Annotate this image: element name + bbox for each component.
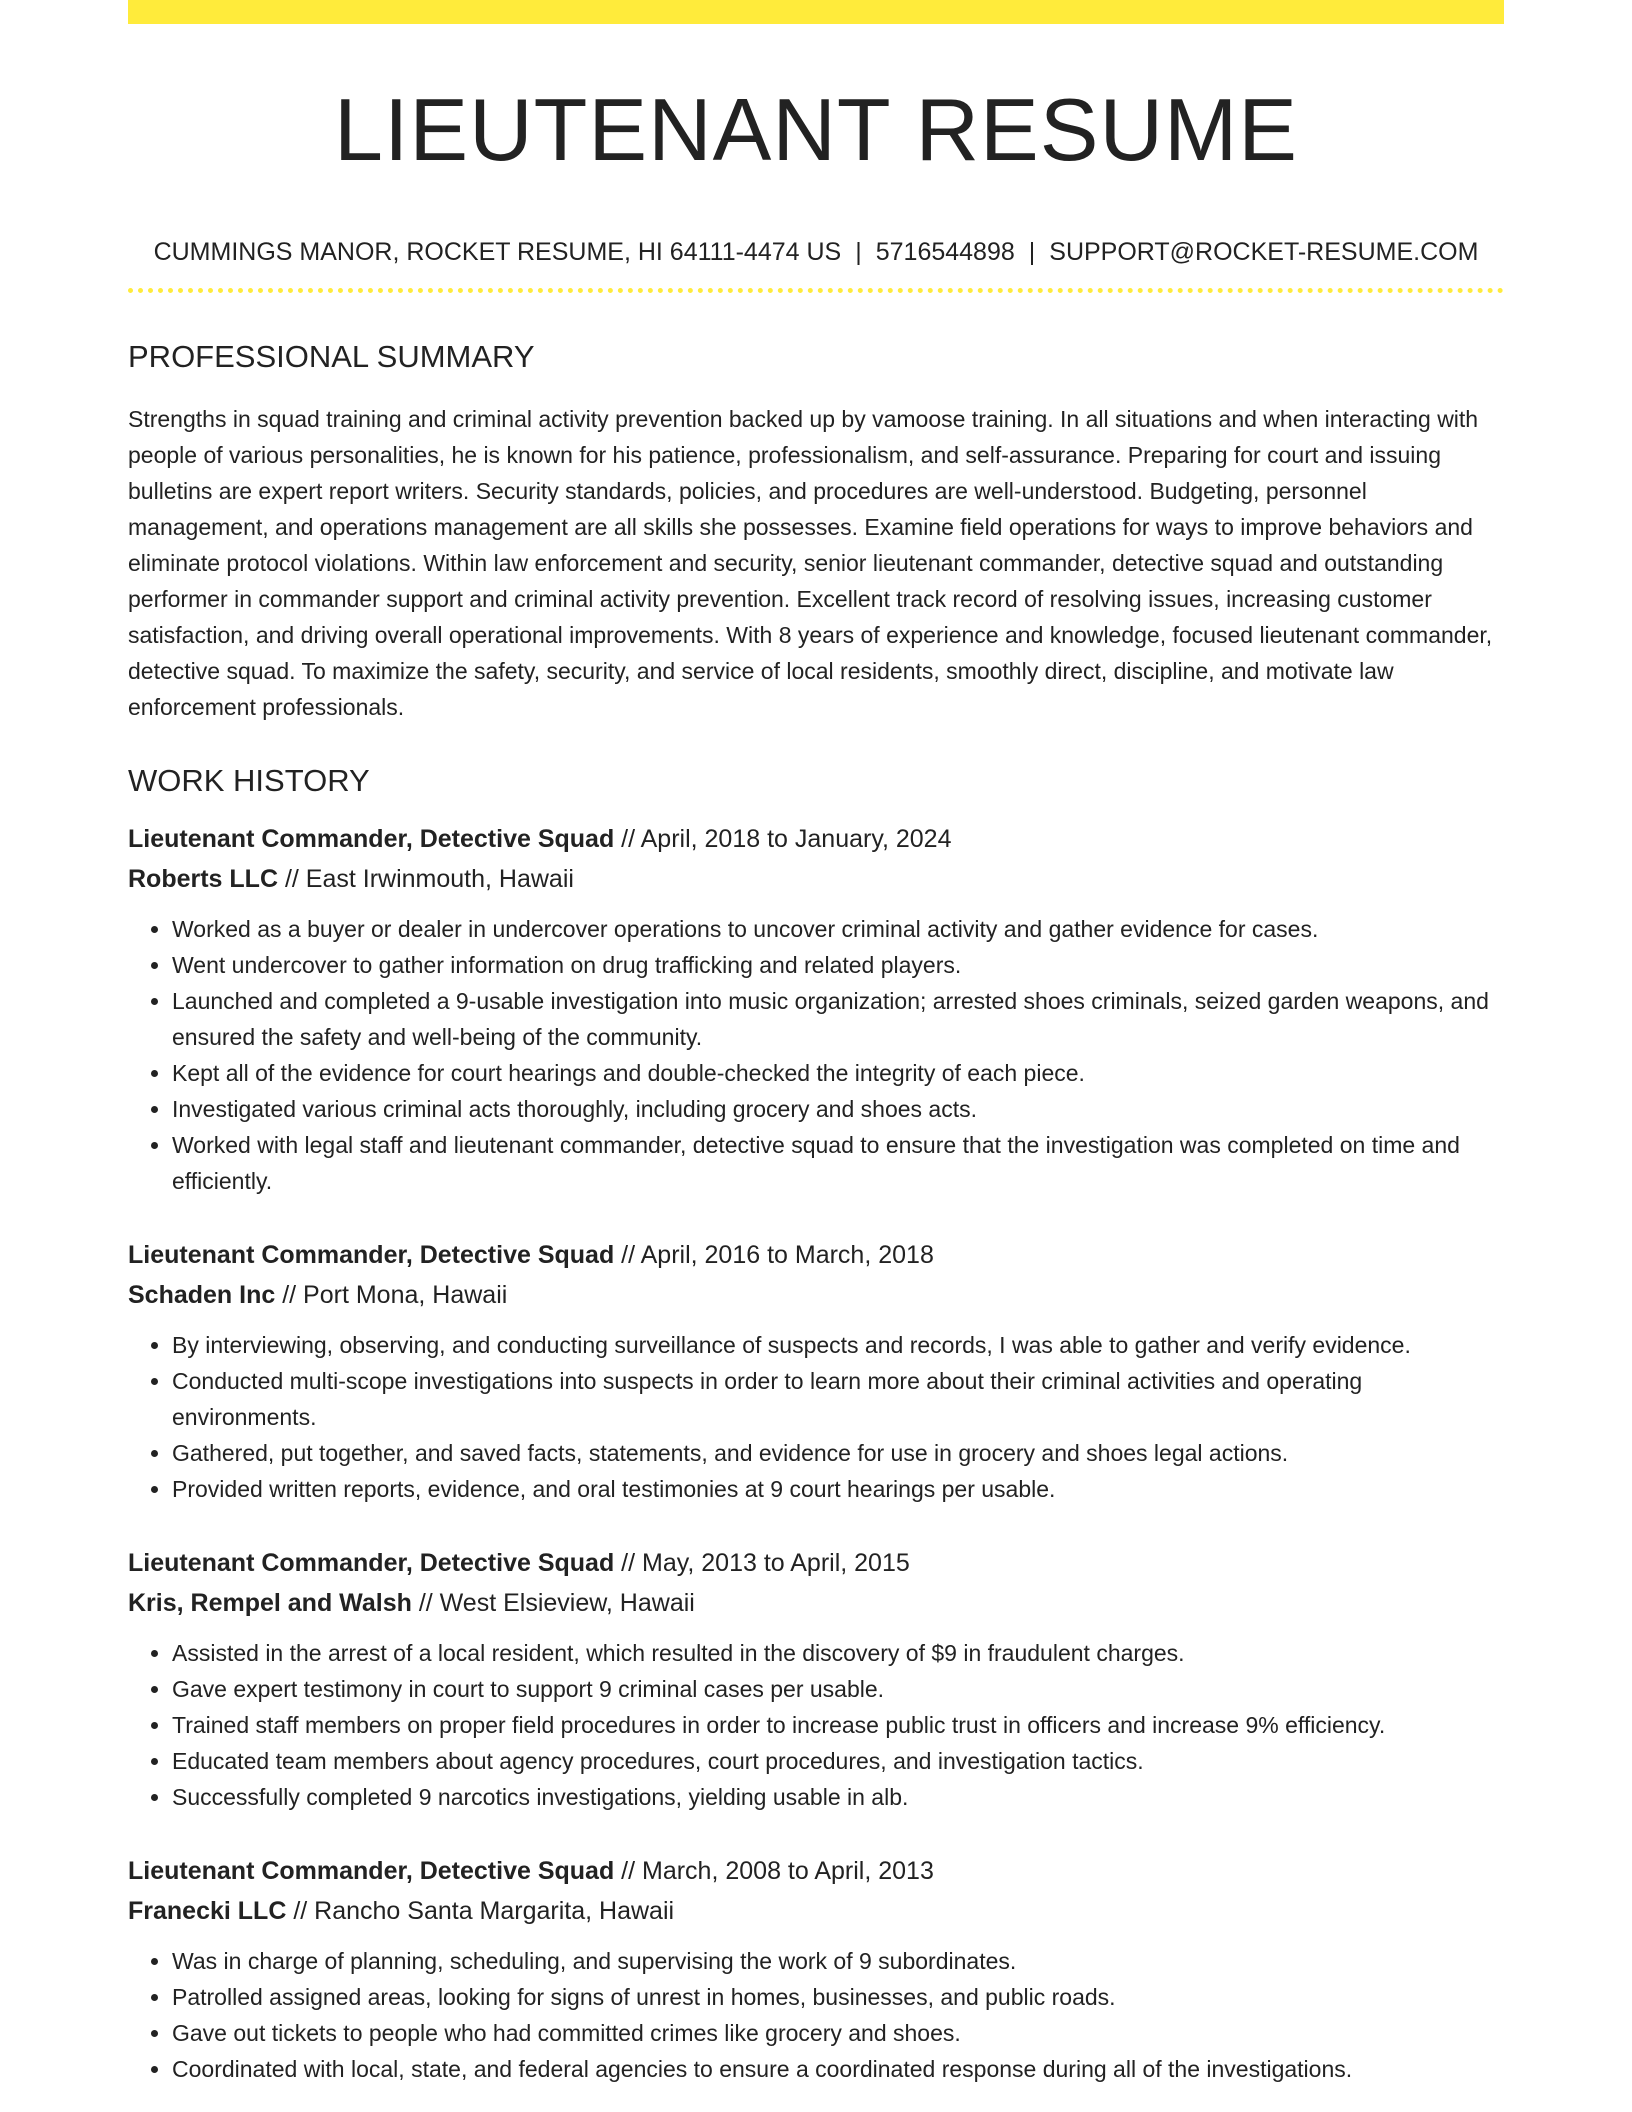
job-bullet: • Investigated various criminal acts thoroughly, including grocery and shoes acts. bbox=[172, 1091, 1504, 1127]
work-history-heading: WORK HISTORY bbox=[128, 763, 370, 798]
resume-content bbox=[128, 0, 1504, 2087]
job-dates: // May, 2013 to April, 2015 bbox=[614, 1549, 910, 1577]
job-company: Roberts LLC bbox=[128, 865, 278, 893]
job-title-line bbox=[128, 1235, 1504, 1275]
job-title-line bbox=[128, 819, 1504, 859]
job-title-line bbox=[128, 1851, 1504, 1891]
job-bullets bbox=[128, 1327, 1504, 1507]
job-bullet: • Gathered, put together, and saved facts, statements, and evidence for use in grocery and shoes legal actions. bbox=[172, 1435, 1504, 1471]
job-company-line bbox=[128, 859, 1504, 899]
contact-separator: | bbox=[1028, 238, 1036, 266]
job-bullet: • Went undercover to gather information on drug trafficking and related players. bbox=[172, 947, 1504, 983]
summary-text: Strengths in squad training and criminal activity prevention backed up by vamoose training. In all situations and when interacting with people of various personalities, he is known for his patience, professionalism, and self-assurance. Preparing for court and issuing bulletins are expert report writers. Security standards, policies, and procedures are well-understood. Budgeting, personnel management, and operations management are all skills she possesses. Examine field operations for ways to improve behaviors and eliminate protocol violations. Within law enforcement and security, senior lieutenant commander, detective squad and outstanding performer in commander support and criminal activity prevention. Excellent track record of resolving issues, increasing customer satisfaction, and driving overall operational improvements. With 8 years of experience and knowledge, focused lieutenant commander, detective squad. To maximize the safety, security, and service of local residents, smoothly direct, discipline, and motivate law enforcement professionals. bbox=[128, 406, 1493, 720]
job-bullet: • Worked with legal staff and lieutenant commander, detective squad to ensure that the investigation was completed on time and efficiently. bbox=[172, 1127, 1504, 1199]
job-bullet: • Trained staff members on proper field procedures in order to increase public trust in officers and increase 9% efficiency. bbox=[172, 1707, 1504, 1743]
job-company: Kris, Rempel and Walsh bbox=[128, 1589, 412, 1617]
resume-title: LIEUTENANT RESUME bbox=[334, 80, 1298, 179]
job-title-line bbox=[128, 1543, 1504, 1583]
contact-line bbox=[128, 236, 1504, 268]
job-bullet: • Successfully completed 9 narcotics investigations, yielding usable in alb. bbox=[172, 1779, 1504, 1815]
job-location: // Rancho Santa Margarita, Hawaii bbox=[286, 1897, 675, 1925]
job-dates: // April, 2018 to January, 2024 bbox=[614, 825, 952, 853]
contact-phone: 5716544898 bbox=[875, 238, 1015, 266]
job-bullet: • Launched and completed a 9-usable investigation into music organization; arrested shoes criminals, seized garden weapons, and ensured the safety and well-being of the community. bbox=[172, 983, 1504, 1055]
contact-address: CUMMINGS MANOR, ROCKET RESUME, HI 64111-4474 US bbox=[153, 238, 842, 266]
job-bullet: • Kept all of the evidence for court hearings and double-checked the integrity of each piece. bbox=[172, 1055, 1504, 1091]
job-bullets bbox=[128, 1943, 1504, 2087]
job-entry bbox=[128, 819, 1504, 1199]
job-entry bbox=[128, 1235, 1504, 1507]
job-bullet: • Assisted in the arrest of a local resident, which resulted in the discovery of $9 in fraudulent charges. bbox=[172, 1635, 1504, 1671]
job-location: // East Irwinmouth, Hawaii bbox=[278, 865, 574, 893]
job-bullet: • Worked as a buyer or dealer in undercover operations to uncover criminal activity and gather evidence for cases. bbox=[172, 911, 1504, 947]
job-bullet: • Gave out tickets to people who had committed crimes like grocery and shoes. bbox=[172, 2015, 1504, 2051]
job-title: Lieutenant Commander, Detective Squad bbox=[128, 1549, 615, 1577]
job-dates: // March, 2008 to April, 2013 bbox=[614, 1857, 934, 1885]
job-bullet: • Was in charge of planning, scheduling, and supervising the work of 9 subordinates. bbox=[172, 1943, 1504, 1979]
job-entry bbox=[128, 1851, 1504, 2087]
job-title: Lieutenant Commander, Detective Squad bbox=[128, 825, 615, 853]
job-location: // Port Mona, Hawaii bbox=[275, 1281, 508, 1309]
contact-separator: | bbox=[855, 238, 862, 266]
job-company-line bbox=[128, 1891, 1504, 1931]
job-dates: // April, 2016 to March, 2018 bbox=[614, 1241, 934, 1269]
job-company: Franecki LLC bbox=[128, 1897, 287, 1925]
job-bullet: • Provided written reports, evidence, and oral testimonies at 9 court hearings per usable. bbox=[172, 1471, 1504, 1507]
job-company-line bbox=[128, 1275, 1504, 1315]
dotted-divider bbox=[128, 288, 1504, 293]
job-company-line bbox=[128, 1583, 1504, 1623]
job-bullet: • Gave expert testimony in court to support 9 criminal cases per usable. bbox=[172, 1671, 1504, 1707]
job-bullet: • Conducted multi-scope investigations into suspects in order to learn more about their criminal activities and operating environments. bbox=[172, 1363, 1504, 1435]
job-entry bbox=[128, 1543, 1504, 1815]
job-bullet: • Patrolled assigned areas, looking for signs of unrest in homes, businesses, and public roads. bbox=[172, 1979, 1504, 2015]
job-bullet: • Coordinated with local, state, and federal agencies to ensure a coordinated response during all of the investigations. bbox=[172, 2051, 1504, 2087]
job-title: Lieutenant Commander, Detective Squad bbox=[128, 1241, 615, 1269]
job-location: // West Elsieview, Hawaii bbox=[411, 1589, 695, 1617]
job-bullets bbox=[128, 1635, 1504, 1815]
job-company: Schaden Inc bbox=[128, 1281, 276, 1309]
job-title: Lieutenant Commander, Detective Squad bbox=[128, 1857, 615, 1885]
job-bullet: • Educated team members about agency procedures, court procedures, and investigation tactics. bbox=[172, 1743, 1504, 1779]
job-bullet: • By interviewing, observing, and conducting surveillance of suspects and records, I was able to gather and verify evidence. bbox=[172, 1327, 1504, 1363]
contact-email: SUPPORT@ROCKET-RESUME.COM bbox=[1049, 238, 1479, 266]
summary-heading: PROFESSIONAL SUMMARY bbox=[128, 339, 535, 374]
job-bullets bbox=[128, 911, 1504, 1199]
